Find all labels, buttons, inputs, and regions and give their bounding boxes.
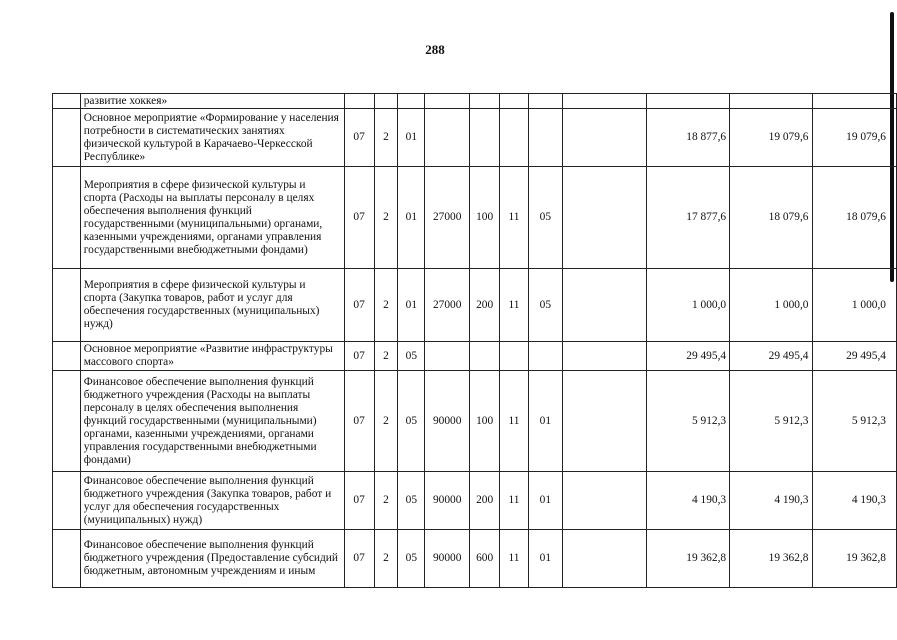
table-row <box>53 167 897 269</box>
amount-year3-cell: 19 079,6 <box>812 109 897 167</box>
subchapter-cell: 05 <box>528 167 562 269</box>
expense-type-cell: 200 <box>470 472 500 530</box>
expense-type-cell: 200 <box>470 269 500 342</box>
blank-cell <box>53 94 81 109</box>
target-cell <box>425 109 470 167</box>
blank-cell <box>53 342 81 371</box>
item-name-cell: Финансовое обеспечение выполнения функций бюджетного учреждения (Закупка товаров, работ и услуг для обеспечения государственных (муниципальных) нужд) <box>80 472 344 530</box>
blank-cell <box>53 109 81 167</box>
section-cell: 07 <box>344 109 374 167</box>
subsection-cell: 2 <box>374 472 398 530</box>
chapter-cell: 11 <box>500 472 529 530</box>
subsection-cell <box>374 94 398 109</box>
expense-type-cell <box>470 342 500 371</box>
section-cell: 07 <box>344 167 374 269</box>
item-name-cell: Основное мероприятие «Формирование у населения потребности в систематических занятиях физической культурой в Карачаево-Черкесской Республике» <box>80 109 344 167</box>
table-row <box>53 342 897 371</box>
amount-year1-cell: 18 877,6 <box>646 109 729 167</box>
amount-year3-cell: 4 190,3 <box>812 472 897 530</box>
subsection-cell: 2 <box>374 342 398 371</box>
expense-type-cell <box>470 109 500 167</box>
program-cell: 01 <box>398 167 425 269</box>
expense-type-cell: 100 <box>470 167 500 269</box>
subsection-cell: 2 <box>374 371 398 472</box>
subchapter-cell <box>528 342 562 371</box>
amount-year3-cell: 5 912,3 <box>812 371 897 472</box>
empty-cell <box>562 94 646 109</box>
target-cell: 27000 <box>425 167 470 269</box>
table-row <box>53 472 897 530</box>
target-cell: 90000 <box>425 472 470 530</box>
target-cell <box>425 342 470 371</box>
budget-table <box>52 93 897 588</box>
amount-year2-cell <box>730 94 812 109</box>
chapter-cell: 11 <box>500 269 529 342</box>
subsection-cell: 2 <box>374 109 398 167</box>
empty-cell <box>562 109 646 167</box>
section-cell: 07 <box>344 530 374 588</box>
amount-year3-cell: 18 079,6 <box>812 167 897 269</box>
amount-year1-cell: 1 000,0 <box>646 269 729 342</box>
subsection-cell: 2 <box>374 530 398 588</box>
program-cell <box>398 94 425 109</box>
program-cell: 05 <box>398 530 425 588</box>
expense-type-cell <box>470 94 500 109</box>
subchapter-cell: 05 <box>528 269 562 342</box>
amount-year2-cell: 18 079,6 <box>730 167 812 269</box>
amount-year2-cell: 4 190,3 <box>730 472 812 530</box>
empty-cell <box>562 167 646 269</box>
amount-year2-cell: 19 079,6 <box>730 109 812 167</box>
subchapter-cell <box>528 109 562 167</box>
amount-year1-cell: 19 362,8 <box>646 530 729 588</box>
amount-year3-cell <box>812 94 897 109</box>
target-cell <box>425 94 470 109</box>
subchapter-cell: 01 <box>528 472 562 530</box>
table-row <box>53 530 897 588</box>
amount-year1-cell: 5 912,3 <box>646 371 729 472</box>
subchapter-cell: 01 <box>528 371 562 472</box>
amount-year3-cell: 1 000,0 <box>812 269 897 342</box>
section-cell: 07 <box>344 269 374 342</box>
expense-type-cell: 100 <box>470 371 500 472</box>
program-cell: 05 <box>398 342 425 371</box>
amount-year1-cell: 17 877,6 <box>646 167 729 269</box>
blank-cell <box>53 472 81 530</box>
section-cell: 07 <box>344 342 374 371</box>
program-cell: 05 <box>398 371 425 472</box>
table-row <box>53 109 897 167</box>
section-cell <box>344 94 374 109</box>
section-cell: 07 <box>344 472 374 530</box>
chapter-cell: 11 <box>500 530 529 588</box>
amount-year1-cell: 29 495,4 <box>646 342 729 371</box>
amount-year3-cell: 19 362,8 <box>812 530 897 588</box>
chapter-cell <box>500 109 529 167</box>
amount-year2-cell: 29 495,4 <box>730 342 812 371</box>
item-name-cell: Финансовое обеспечение выполнения функций бюджетного учреждения (Предоставление субсидий бюджетным, автономным учреждениям и иным <box>80 530 344 588</box>
item-name-cell: Основное мероприятие «Развитие инфраструктуры массового спорта» <box>80 342 344 371</box>
empty-cell <box>562 342 646 371</box>
chapter-cell: 11 <box>500 167 529 269</box>
item-name-cell: Мероприятия в сфере физической культуры и спорта (Закупка товаров, работ и услуг для обеспечения государственных (муниципальных) нужд) <box>80 269 344 342</box>
expense-type-cell: 600 <box>470 530 500 588</box>
item-name-cell: Финансовое обеспечение выполнения функций бюджетного учреждения (Расходы на выплаты персоналу в целях обеспечения выполнения функций государственными (муниципальными) органами, казенными учреждениями, органами управления государственными внебюджетными фондами) <box>80 371 344 472</box>
target-cell: 90000 <box>425 371 470 472</box>
subsection-cell: 2 <box>374 167 398 269</box>
target-cell: 90000 <box>425 530 470 588</box>
item-name-cell: Мероприятия в сфере физической культуры и спорта (Расходы на выплаты персоналу в целях обеспечения выполнения функций государственными (муниципальными) органами, казенными учреждениями, органами управления государственными внебюджетными фондами) <box>80 167 344 269</box>
blank-cell <box>53 530 81 588</box>
amount-year2-cell: 5 912,3 <box>730 371 812 472</box>
table-row <box>53 269 897 342</box>
section-cell: 07 <box>344 371 374 472</box>
table-row <box>53 371 897 472</box>
empty-cell <box>562 472 646 530</box>
amount-year1-cell <box>646 94 729 109</box>
item-name-cell: развитие хоккея» <box>80 94 344 109</box>
amount-year3-cell: 29 495,4 <box>812 342 897 371</box>
amount-year2-cell: 1 000,0 <box>730 269 812 342</box>
empty-cell <box>562 371 646 472</box>
chapter-cell <box>500 342 529 371</box>
program-cell: 01 <box>398 269 425 342</box>
subsection-cell: 2 <box>374 269 398 342</box>
page-number: 288 <box>425 42 445 57</box>
target-cell: 27000 <box>425 269 470 342</box>
program-cell: 05 <box>398 472 425 530</box>
amount-year1-cell: 4 190,3 <box>646 472 729 530</box>
table-row <box>53 94 897 109</box>
amount-year2-cell: 19 362,8 <box>730 530 812 588</box>
subchapter-cell: 01 <box>528 530 562 588</box>
chapter-cell <box>500 94 529 109</box>
blank-cell <box>53 167 81 269</box>
blank-cell <box>53 269 81 342</box>
subchapter-cell <box>528 94 562 109</box>
blank-cell <box>53 371 81 472</box>
empty-cell <box>562 269 646 342</box>
chapter-cell: 11 <box>500 371 529 472</box>
program-cell: 01 <box>398 109 425 167</box>
empty-cell <box>562 530 646 588</box>
